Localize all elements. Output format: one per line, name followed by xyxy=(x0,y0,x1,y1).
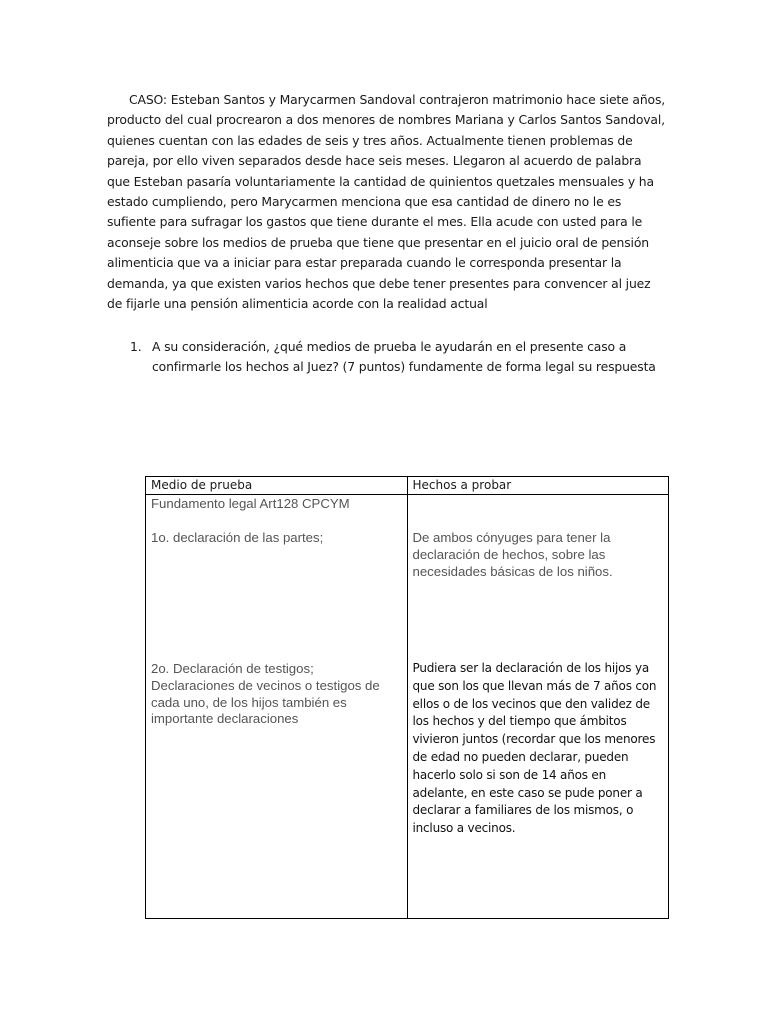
fact-item-1: De ambos cónyuges para tener la declaración de hechos, sobre las necesidades básicas de los niños. xyxy=(412,530,613,579)
legal-basis-text: Fundamento legal Art128 CPCYM xyxy=(151,496,350,511)
evidence-table xyxy=(145,476,669,919)
table-header-row xyxy=(146,477,669,495)
question-text: A su consideración, ¿qué medios de prueba le ayudarán en el presente caso a confirmarle los hechos al Juez? (7 puntos) fundamente de forma legal su respuesta xyxy=(152,339,656,375)
cell-hechos-a-probar xyxy=(407,495,669,919)
header-hechos-a-probar: Hechos a probar xyxy=(407,477,669,495)
question-1 xyxy=(107,337,667,378)
header-medio-de-prueba: Medio de prueba xyxy=(146,477,408,495)
case-paragraph: CASO: Esteban Santos y Marycarmen Sandoval contrajeron matrimonio hace siete años, producto del cual procrearon a dos menores de nombres Mariana y Carlos Santos Sandoval, quienes cuentan con las edades de seis y tres años. Actualmente tienen problemas de pareja, por ello viven separados desde hace seis meses. Llegaron al acuerdo de palabra que Esteban pasaría voluntariamente la cantidad de quinientos quetzales mensuales y ha estado cumpliendo, pero Marycarmen menciona que esa cantidad de dinero no le es sufiente para sufragar los gastos que tiene durante el mes. Ella acude con usted para le aconseje sobre los medios de prueba que tiene que presentar en el juicio oral de pensión alimenticia que va a iniciar para estar preparada cuando le corresponda presentar la demanda, ya que existen varios hechos que debe tener presentes para convencer al juez de fijarle una pensión alimenticia acorde con la realidad actual xyxy=(107,92,666,312)
evidence-item-1: 1o. declaración de las partes; xyxy=(151,530,324,545)
table-row xyxy=(146,495,669,919)
question-number: 1. xyxy=(130,339,142,354)
fact-item-2: Pudiera ser la declaración de los hijos ya que son los que llevan más de 7 años con ellos o de los vecinos que den validez de los hechos y del tiempo que ámbitos vivieron juntos (recordar que los menores de edad no pueden declarar, pueden hacerlo solo si son de 14 años en adelante, en este caso se pude poner a declarar a familiares de los mismos, o incluso a vecinos. xyxy=(412,661,657,836)
evidence-item-2: 2o. Declaración de testigos; Declaraciones de vecinos o testigos de cada uno, de los hijos también es importante declaraciones xyxy=(151,661,380,727)
cell-medio-de-prueba xyxy=(146,495,408,919)
